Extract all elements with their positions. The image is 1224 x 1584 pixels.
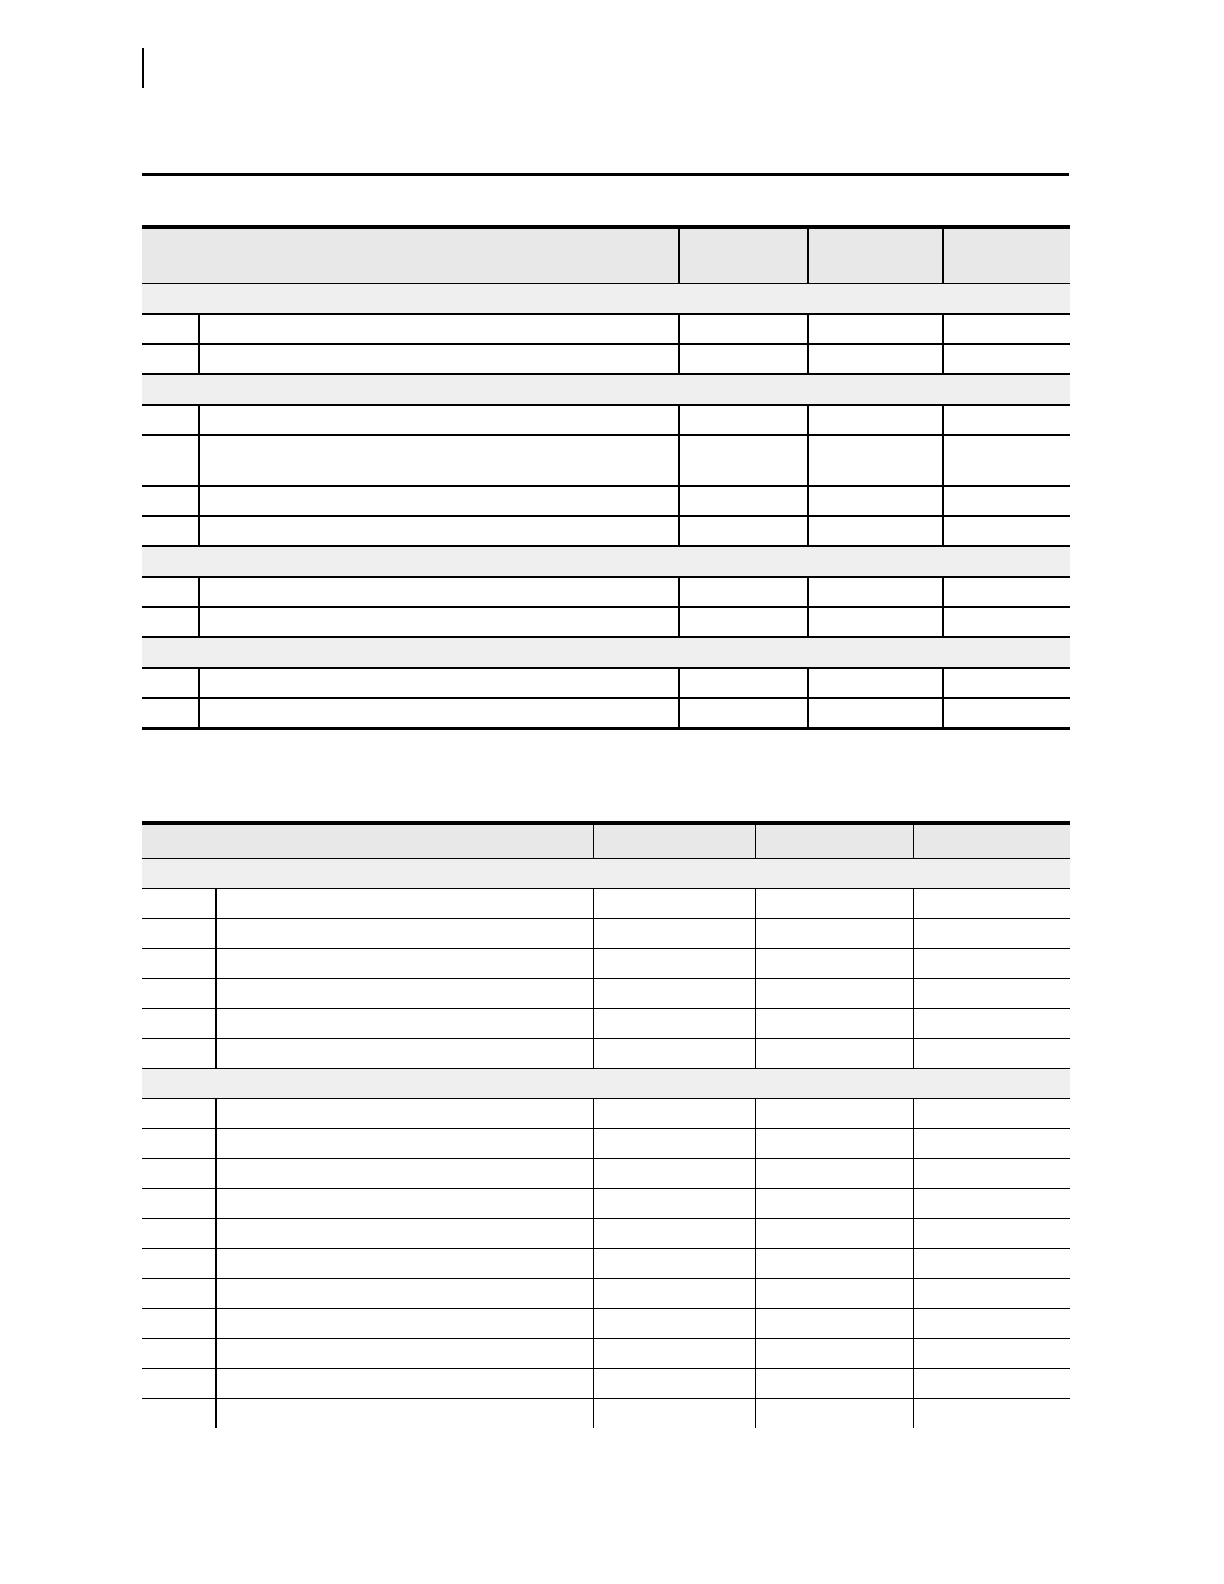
table-cell (913, 1009, 1070, 1039)
table-cell (142, 314, 199, 344)
table-cell (216, 1369, 593, 1399)
table-cell (679, 405, 808, 435)
table-cell (142, 577, 199, 607)
table-cell (142, 1159, 216, 1189)
table-cell (755, 1279, 913, 1309)
table-cell (913, 1099, 1070, 1129)
table-cell (593, 919, 755, 949)
table-cell (913, 979, 1070, 1009)
table-cell (943, 435, 1070, 486)
table-1-section-row (142, 284, 1070, 315)
table-cell (216, 1159, 593, 1189)
table-cell (755, 1309, 913, 1339)
table-cell (755, 1159, 913, 1189)
table-2-section-title (142, 859, 1070, 889)
table-cell (216, 949, 593, 979)
table-row (142, 1369, 1070, 1399)
table-cell (593, 949, 755, 979)
table-cell (199, 405, 679, 435)
table-2-section-title (142, 1069, 1070, 1099)
table-cell (679, 607, 808, 637)
table-cell (593, 1039, 755, 1069)
table-cell (593, 1309, 755, 1339)
table-cell (913, 889, 1070, 919)
table-cell (216, 1279, 593, 1309)
table-cell (755, 1189, 913, 1219)
table-cell (943, 668, 1070, 698)
table-cell (808, 668, 943, 698)
table-cell (679, 344, 808, 374)
table-cell (943, 405, 1070, 435)
table-2-header-row (142, 823, 1070, 859)
table-cell (755, 1399, 913, 1429)
table-cell (216, 1099, 593, 1129)
table-cell (142, 344, 199, 374)
table-cell (142, 1189, 216, 1219)
table-cell (593, 1339, 755, 1369)
table-row (142, 1249, 1070, 1279)
table-1-header-cell (808, 227, 943, 284)
table-cell (679, 516, 808, 546)
table-row (142, 979, 1070, 1009)
table-row (142, 486, 1070, 516)
table-2-section-row (142, 859, 1070, 889)
table-cell (913, 949, 1070, 979)
table-cell (913, 1039, 1070, 1069)
table-cell (943, 314, 1070, 344)
table-cell (943, 486, 1070, 516)
table-cell (943, 344, 1070, 374)
table-row (142, 668, 1070, 698)
table-cell (142, 405, 199, 435)
table-cell (142, 668, 199, 698)
table-row (142, 889, 1070, 919)
table-cell (216, 1339, 593, 1369)
table-cell (808, 698, 943, 729)
top-rule (142, 173, 1069, 176)
table-row (142, 1039, 1070, 1069)
table-1-section-row (142, 546, 1070, 577)
table-cell (142, 919, 216, 949)
table-cell (142, 435, 199, 486)
table-row (142, 607, 1070, 637)
table-cell (755, 949, 913, 979)
table-1-header-cell (142, 227, 679, 284)
table-2-header-cell (755, 823, 913, 859)
table-cell (913, 1309, 1070, 1339)
table-cell (755, 1099, 913, 1129)
table-cell (593, 1009, 755, 1039)
table-cell (593, 1279, 755, 1309)
margin-change-bar (142, 48, 144, 88)
table-cell (943, 577, 1070, 607)
table-cell (216, 1009, 593, 1039)
table-row (142, 1309, 1070, 1339)
table-2-header-cell (593, 823, 755, 859)
table-cell (593, 1099, 755, 1129)
table-cell (679, 486, 808, 516)
table-cell (142, 1399, 216, 1429)
table-2-section-row (142, 1069, 1070, 1099)
table-cell (142, 1249, 216, 1279)
table-cell (913, 1159, 1070, 1189)
table-cell (199, 607, 679, 637)
table-1-section-title (142, 284, 1070, 315)
table-cell (593, 1129, 755, 1159)
table-cell (142, 1309, 216, 1339)
table-cell (913, 1249, 1070, 1279)
table-cell (199, 314, 679, 344)
table-cell (808, 435, 943, 486)
table-row (142, 314, 1070, 344)
table-cell (216, 979, 593, 1009)
table-cell (216, 919, 593, 949)
table-cell (913, 919, 1070, 949)
table-cell (142, 698, 199, 729)
table-cell (199, 668, 679, 698)
table-row (142, 577, 1070, 607)
table-cell (593, 1219, 755, 1249)
table-cell (808, 314, 943, 344)
table-cell (913, 1339, 1070, 1369)
table-cell (216, 1399, 593, 1429)
table-cell (943, 607, 1070, 637)
table-row (142, 1159, 1070, 1189)
table-row (142, 1099, 1070, 1129)
table-cell (593, 1369, 755, 1399)
table-cell (808, 405, 943, 435)
table-cell (216, 1039, 593, 1069)
table-cell (216, 1309, 593, 1339)
table-cell (913, 1279, 1070, 1309)
table-2-header-cell (913, 823, 1070, 859)
table-cell (199, 486, 679, 516)
table-cell (142, 889, 216, 919)
table-1-section-row (142, 637, 1070, 668)
table-cell (808, 486, 943, 516)
table-cell (142, 1099, 216, 1129)
table-1-section-title (142, 637, 1070, 668)
table-cell (199, 344, 679, 374)
table-row (142, 405, 1070, 435)
table-cell (755, 1009, 913, 1039)
table-cell (755, 1039, 913, 1069)
table-cell (593, 979, 755, 1009)
table-row (142, 1339, 1070, 1369)
table-cell (679, 314, 808, 344)
table-cell (142, 516, 199, 546)
table-cell (679, 698, 808, 729)
table-row (142, 1219, 1070, 1249)
table-cell (142, 949, 216, 979)
table-cell (142, 1369, 216, 1399)
table-cell (593, 1189, 755, 1219)
table-cell (913, 1369, 1070, 1399)
table-row (142, 1189, 1070, 1219)
table-cell (142, 1129, 216, 1159)
table-cell (808, 516, 943, 546)
table-cell (943, 698, 1070, 729)
table-row (142, 344, 1070, 374)
table-cell (142, 1219, 216, 1249)
table-cell (755, 919, 913, 949)
table-cell (755, 979, 913, 1009)
table-cell (755, 1219, 913, 1249)
table-cell (216, 1249, 593, 1279)
table-2 (142, 821, 1070, 1428)
table-cell (755, 1249, 913, 1279)
table-cell (142, 486, 199, 516)
table-cell (142, 1039, 216, 1069)
table-row (142, 698, 1070, 729)
table-cell (199, 698, 679, 729)
table-1-section-title (142, 546, 1070, 577)
table-cell (755, 1339, 913, 1369)
table-1-header-cell (679, 227, 808, 284)
table-1-section-title (142, 374, 1070, 405)
table-cell (593, 1249, 755, 1279)
table-cell (199, 435, 679, 486)
table-row (142, 435, 1070, 486)
table-cell (216, 1189, 593, 1219)
table-cell (755, 1369, 913, 1399)
table-cell (216, 889, 593, 919)
table-cell (679, 577, 808, 607)
table-cell (808, 607, 943, 637)
table-cell (755, 1129, 913, 1159)
table-cell (216, 1219, 593, 1249)
table-cell (142, 979, 216, 1009)
table-2-header-cell (142, 823, 593, 859)
table-cell (679, 668, 808, 698)
table-cell (808, 344, 943, 374)
table-cell (943, 516, 1070, 546)
table-1-section-row (142, 374, 1070, 405)
table-cell (913, 1129, 1070, 1159)
table-row (142, 516, 1070, 546)
table-cell (593, 889, 755, 919)
table-cell (216, 1129, 593, 1159)
table-cell (913, 1399, 1070, 1429)
table-row (142, 1399, 1070, 1429)
table-row (142, 949, 1070, 979)
table-cell (913, 1189, 1070, 1219)
table-cell (199, 577, 679, 607)
table-1-header-cell (943, 227, 1070, 284)
table-cell (913, 1219, 1070, 1249)
table-cell (199, 516, 679, 546)
table-row (142, 1129, 1070, 1159)
table-1 (142, 225, 1070, 730)
table-1-header-row (142, 227, 1070, 284)
table-row (142, 919, 1070, 949)
table-cell (755, 889, 913, 919)
table-row (142, 1009, 1070, 1039)
table-cell (142, 1279, 216, 1309)
table-cell (593, 1159, 755, 1189)
table-cell (142, 1009, 216, 1039)
table-cell (679, 435, 808, 486)
table-cell (593, 1399, 755, 1429)
table-cell (142, 1339, 216, 1369)
table-row (142, 1279, 1070, 1309)
table-cell (142, 607, 199, 637)
table-cell (808, 577, 943, 607)
